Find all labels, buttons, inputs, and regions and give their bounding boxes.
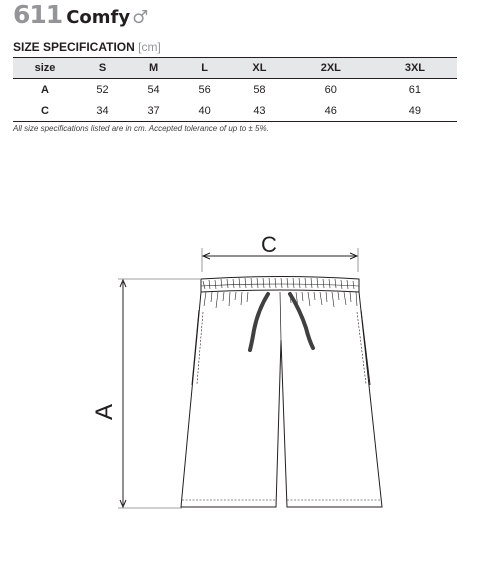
row-label-c: C [13,100,77,122]
drawstring-left [250,294,268,350]
shorts-outline [181,277,382,508]
model-name: Comfy [66,7,131,28]
size-corner-label: size [13,58,77,79]
size-col-s: S [77,58,128,79]
table-cell: 52 [96,83,109,96]
table-cell: 49 [373,100,457,122]
table-cell: 58 [253,83,266,96]
size-col-xl: XL [230,58,289,79]
size-col-l: L [179,58,230,79]
table-cell: 60 [324,83,337,96]
size-col-3xl: 3XL [373,58,457,79]
table-cell: 56 [198,83,211,96]
table-cell: 46 [289,100,373,122]
size-col-2xl: 2XL [289,58,373,79]
table-cell: 34 [77,100,128,122]
dimension-c-label: C [261,232,277,257]
spec-title-text: SIZE SPECIFICATION [13,40,135,54]
dimension-a-label: A [91,403,118,421]
left-pocket-seam [192,310,199,385]
right-pocket-seam [361,310,370,385]
shorts-body [181,292,382,507]
size-col-m: M [128,58,179,79]
center-front-seam [280,292,281,340]
table-cell: 43 [230,100,289,122]
tolerance-note: All size specifications listed are in cm. Accepted tolerance of up to ± 5%. [13,124,269,133]
table-cell: 61 [408,83,422,96]
row-label-a: A [41,83,49,96]
table-cell: 40 [179,100,230,122]
table-cell: 54 [147,83,160,96]
model-number: 611 [13,0,63,29]
table-cell: 37 [128,100,179,122]
spec-unit: [cm] [138,40,161,54]
male-gender-icon: ♂ [132,7,149,28]
